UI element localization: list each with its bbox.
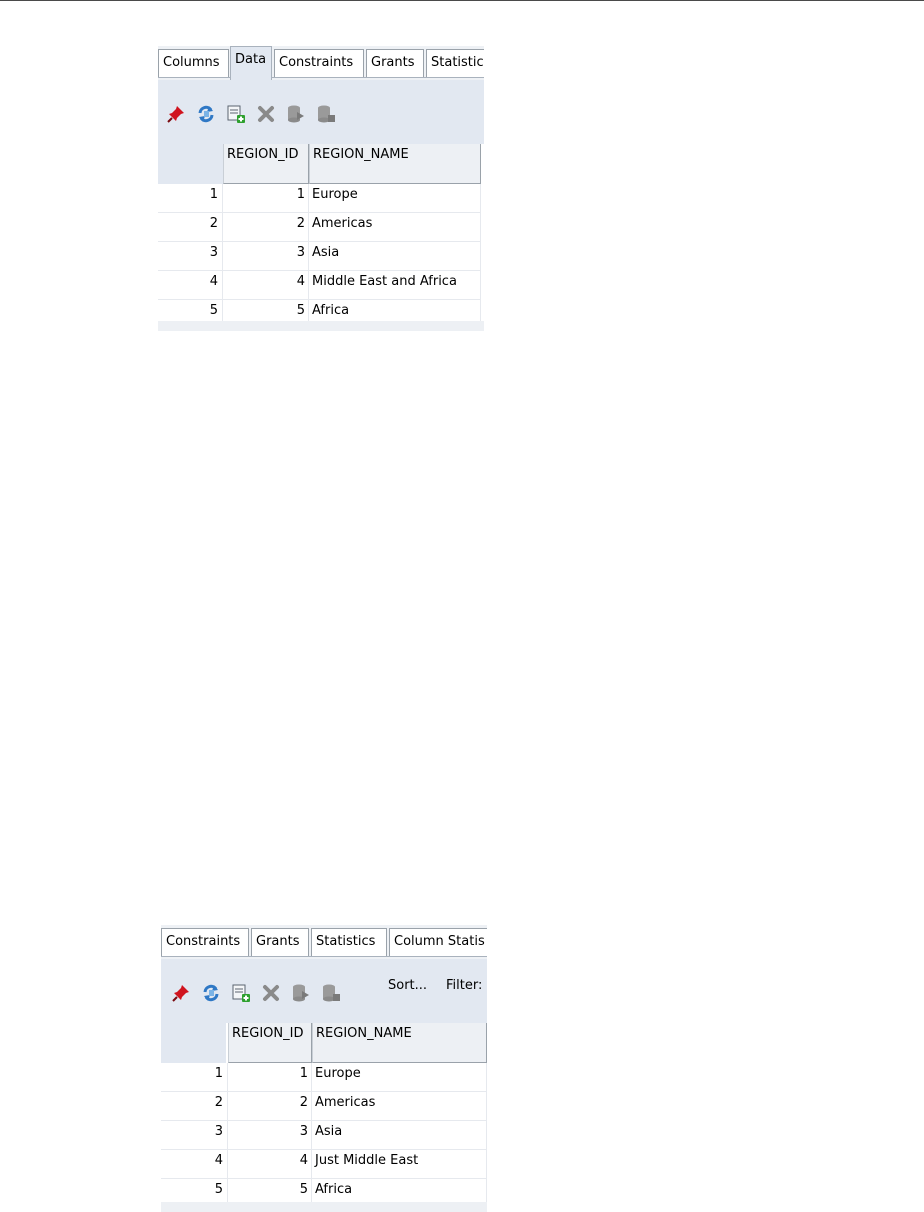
cell-region-id[interactable]: 3: [223, 242, 309, 271]
cell-region-name[interactable]: Africa: [309, 300, 481, 329]
cell-region-id[interactable]: 2: [223, 213, 309, 242]
cell-region-name[interactable]: Asia: [312, 1121, 487, 1150]
row-number: 2: [158, 213, 223, 242]
tab-constraints[interactable]: Constraints: [161, 928, 249, 956]
table-row[interactable]: [161, 1121, 487, 1150]
row-number: 3: [161, 1121, 228, 1150]
table-row[interactable]: [161, 1150, 487, 1179]
cell-region-name[interactable]: Europe: [312, 1063, 487, 1092]
table-row[interactable]: [161, 1092, 487, 1121]
row-number: 2: [161, 1092, 228, 1121]
data-toolbar: [158, 80, 484, 144]
row-number: 3: [158, 242, 223, 271]
column-header-region-name[interactable]: REGION_NAME: [312, 1023, 487, 1063]
cell-region-name[interactable]: Americas: [312, 1092, 487, 1121]
cell-region-name[interactable]: Asia: [309, 242, 481, 271]
grid-footer: [161, 1202, 487, 1212]
filter-label: Filter:: [446, 978, 483, 993]
row-number: 5: [161, 1179, 228, 1208]
tab-column-statistics[interactable]: Column Statis: [389, 928, 487, 956]
column-header-region-name[interactable]: REGION_NAME: [309, 144, 481, 184]
cell-region-id[interactable]: 4: [223, 271, 309, 300]
row-number: 4: [161, 1150, 228, 1179]
cell-region-name[interactable]: Europe: [309, 184, 481, 213]
table-editor-panel-2: [161, 925, 487, 1212]
table-row[interactable]: [158, 213, 484, 242]
row-number: 4: [158, 271, 223, 300]
rollback-icon[interactable]: [321, 983, 341, 1003]
insert-row-icon[interactable]: [231, 983, 251, 1003]
tab-statistics[interactable]: Statistic: [426, 49, 484, 77]
data-toolbar: [161, 959, 487, 1023]
cell-region-id[interactable]: 5: [223, 300, 309, 329]
tab-grants[interactable]: Grants: [251, 928, 309, 956]
insert-row-icon[interactable]: [226, 104, 246, 124]
sort-button[interactable]: Sort...: [388, 978, 428, 993]
tab-statistics[interactable]: Statistics: [311, 928, 387, 956]
cell-region-name[interactable]: Middle East and Africa: [309, 271, 481, 300]
tab-strip: [158, 46, 484, 80]
row-number: 1: [161, 1063, 228, 1092]
tab-constraints[interactable]: Constraints: [274, 49, 364, 77]
table-row[interactable]: [158, 271, 484, 300]
commit-icon[interactable]: [291, 983, 311, 1003]
table-row[interactable]: [158, 242, 484, 271]
cell-region-id[interactable]: 5: [228, 1179, 312, 1208]
cell-region-id[interactable]: 1: [228, 1063, 312, 1092]
refresh-icon[interactable]: [196, 104, 216, 124]
pin-icon[interactable]: [166, 104, 186, 124]
tab-strip: [161, 925, 487, 959]
tab-data[interactable]: Data: [230, 46, 272, 80]
grid-footer: [158, 321, 484, 331]
row-number: 1: [158, 184, 223, 213]
table-row[interactable]: [161, 1063, 487, 1092]
commit-icon[interactable]: [286, 104, 306, 124]
cell-region-name[interactable]: Africa: [312, 1179, 487, 1208]
pin-icon[interactable]: [171, 983, 191, 1003]
refresh-icon[interactable]: [201, 983, 221, 1003]
row-number: 5: [158, 300, 223, 329]
tab-grants[interactable]: Grants: [366, 49, 424, 77]
column-header-region-id[interactable]: REGION_ID: [223, 144, 309, 184]
column-header-region-id[interactable]: REGION_ID: [228, 1023, 312, 1063]
row-number-header: [161, 1023, 226, 1063]
tab-columns[interactable]: Columns: [158, 49, 229, 77]
data-grid: [158, 144, 484, 331]
cell-region-name[interactable]: Americas: [309, 213, 481, 242]
page-top-rule: [0, 0, 924, 1]
delete-row-icon[interactable]: [256, 104, 276, 124]
delete-row-icon[interactable]: [261, 983, 281, 1003]
table-row[interactable]: [158, 184, 484, 213]
cell-region-id[interactable]: 3: [228, 1121, 312, 1150]
cell-region-id[interactable]: 4: [228, 1150, 312, 1179]
row-number-header: [158, 144, 223, 184]
data-grid: [161, 1023, 487, 1212]
cell-region-id[interactable]: 1: [223, 184, 309, 213]
cell-region-name[interactable]: Just Middle East: [312, 1150, 487, 1179]
rollback-icon[interactable]: [316, 104, 336, 124]
table-editor-panel-1: [158, 46, 484, 331]
cell-region-id[interactable]: 2: [228, 1092, 312, 1121]
